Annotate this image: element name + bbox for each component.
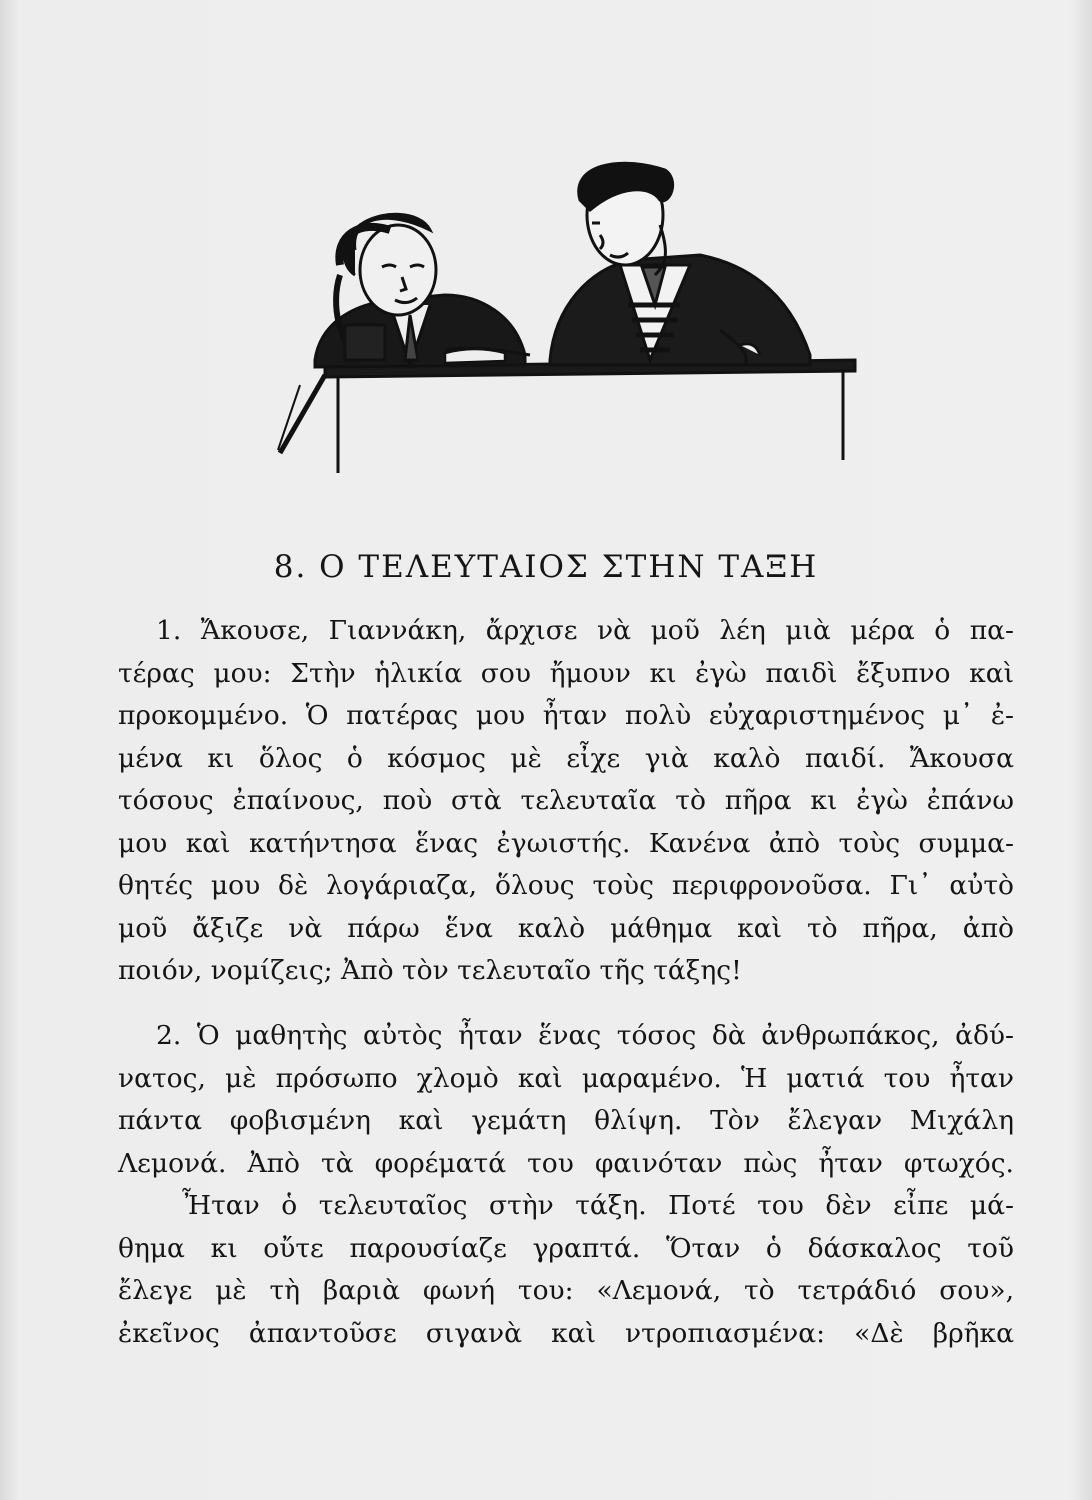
text-line: προκομμένο. Ὁ πατέρας μου ἦταν πολὺ εὐχαριστημένος μ᾿ ἐ- (118, 700, 1014, 731)
text-line: πάντα φοβισμένη καὶ γεμάτη θλίψη. Τὸν ἔλεγαν Μιχάλη (118, 1105, 1014, 1136)
text-line: νατος, μὲ πρόσωπο χλομὸ καὶ μαραμένο. Ἡ ματιά του ἦταν (118, 1062, 1014, 1094)
text-line: τέρας μου: Στὴν ἡλικία σου ἤμουν κι ἐγὼ παιδὶ ἔξυπνο καὶ (118, 657, 1014, 689)
text-line: τόσους ἐπαίνους, ποὺ στὰ τελευταῖα τὸ πῆρα κι ἐγὼ ἐπάνω (118, 785, 1014, 816)
desk-drawing (278, 360, 855, 473)
text-line: μοῦ ἄξιζε νὰ πάρω ἕνα καλὸ μάθημα καὶ τὸ πῆρα, ἀπὸ (118, 912, 1014, 944)
paragraph-2 (118, 1015, 1014, 1355)
text-line: ἐκεῖνος ἀπαντοῦσε σιγανὰ καὶ ντροπιασμένα: «Δὲ βρῆκα (118, 1317, 1014, 1349)
text-line: θημα κι οὔτε παρουσίαζε γραπτά. Ὅταν ὁ δάσκαλος τοῦ (118, 1232, 1014, 1264)
sleepy-boy-drawing (315, 214, 530, 367)
two-boys-at-desk-illustration (270, 155, 870, 485)
talking-boy-drawing (550, 163, 810, 365)
text-line: 1. Ἄκουσε, Γιαννάκη, ἄρχισε νὰ μοῦ λέη μιὰ μέρα ὁ πα- (156, 615, 1014, 646)
text-line: Ἦταν ὁ τελευταῖος στὴν τάξη. Ποτέ του δὲν εἶπε μά- (182, 1190, 1014, 1221)
text-line: μου καὶ κατήντησα ἕνας ἐγωιστής. Κανένα ἀπὸ τοὺς συμμα- (118, 827, 1014, 859)
text-line: μένα κι ὅλος ὁ κόσμος μὲ εἶχε γιὰ καλὸ παιδί. Ἄκουσα (118, 742, 1014, 774)
paragraph-1 (118, 610, 1014, 993)
hands-drawing (445, 349, 505, 363)
text-line: Λεμονά. Ἀπὸ τὰ φορέματά του φαινόταν πὼς ἦταν φτωχός. (118, 1147, 1014, 1179)
text-line: θητές μου δὲ λογάριαζα, ὅλους τοὺς περιφρονοῦσα. Γι᾿ αὐτὸ (118, 870, 1014, 901)
text-line: ἔλεγε μὲ τὴ βαριὰ φωνή του: «Λεμονά, τὸ τετράδιό σου», (118, 1275, 1014, 1306)
chapter-title: 8. Ο ΤΕΛΕΥΤΑΙΟΣ ΣΤΗΝ ΤΑΞΗ (273, 548, 819, 585)
text-line: 2. Ὁ μαθητὴς αὐτὸς ἦταν ἕνας τόσος δὰ ἀνθρωπάκος, ἀδύ- (156, 1020, 1014, 1051)
text-line: ποιόν, νομίζεις; Ἀπὸ τὸν τελευταῖο τῆς τάξης! (118, 955, 742, 986)
